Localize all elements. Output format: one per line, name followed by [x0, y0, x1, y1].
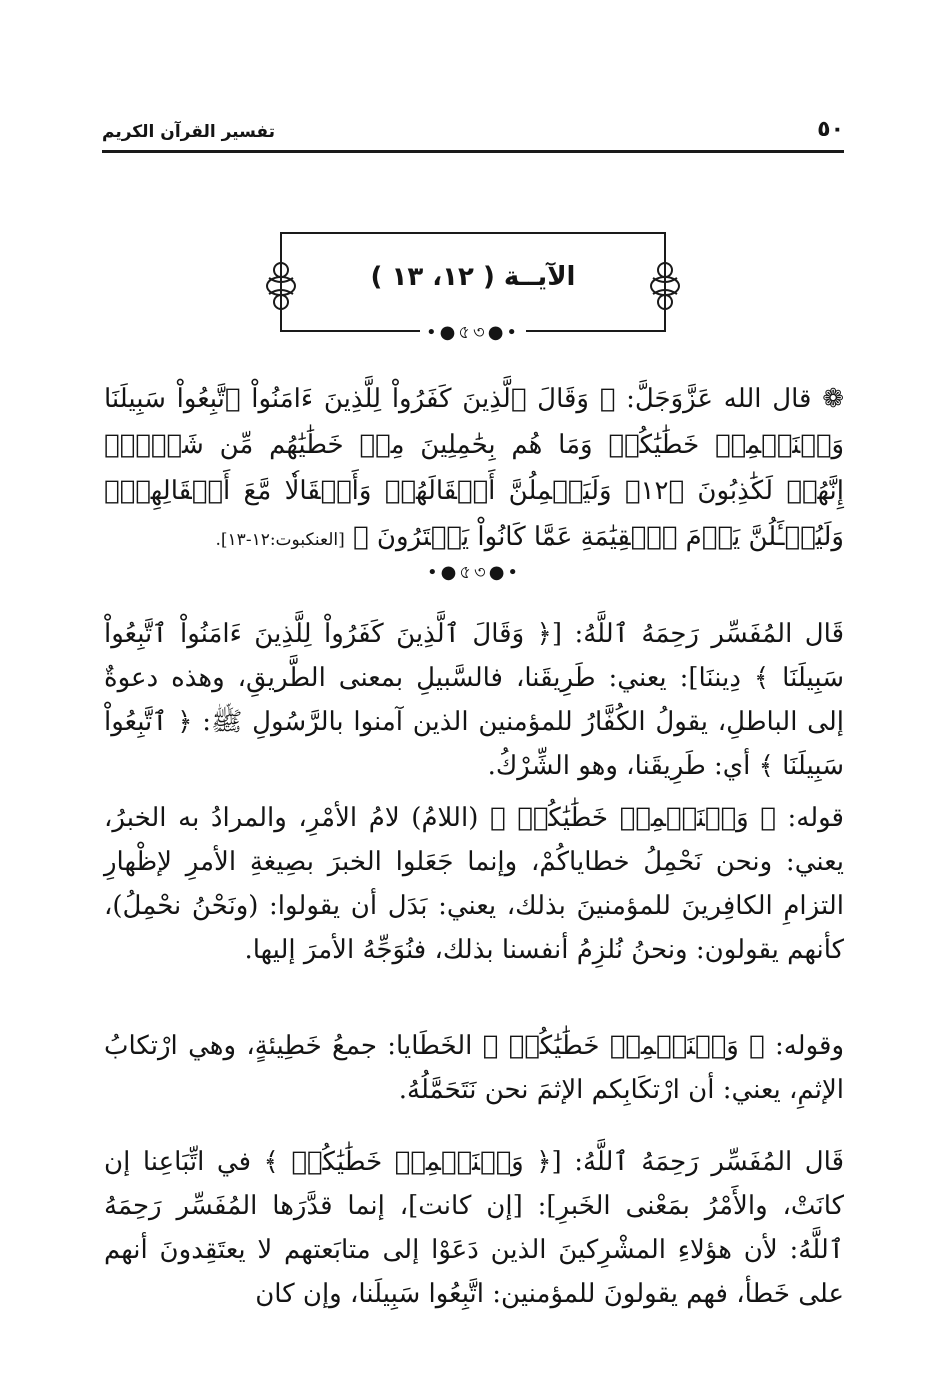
commentary-paragraph: قَال المُفَسِّر رَحِمَهُ ٱللَّهُ: [﴿ وَلۡنَحۡمِلۡ خَطَٰيَٰكُمۡ ﴾ في اتِّبَاعِنا إن كانَتْ، والأَمْرُ بمَعْنى الخَبرِ]: [إن كانت]، إنما قدَّرَها المُفَسِّر رَحِمَهُ ٱللَّهُ: لأن هؤلاءِ المشْرِكينَ الذين دَعَوْا إلى متابَعتهم لا يعتَقِدونَ أنهم على خَطأ، فهم يقولونَ للمؤمنين: اتَّبِعُوا سَبِيلَنا، وإن كان	[104, 1147, 844, 1309]
page-header	[102, 110, 844, 153]
section-divider: •●৫৩●•	[426, 562, 522, 583]
commentary-paragraph: قوله: ﴿ وَلۡنَحۡمِلۡ خَطَٰيَٰكُمۡ ﴾ (اللامُ) لامُ الأمْرِ، والمرادُ به الخبرُ، يعني: ونحن نَحْمِلُ خطاياكُمْ، وإنما جَعَلوا الخبرَ بصِيغةِ الأمرِ لإظْهارِ التزامِ الكافِرينَ للمؤمنينَ بذلك، يعني: بَدَل أن يقولوا: (ونَحْنُ نحْمِلُ)، كأنهم يقولون: ونحنُ نُلزِمُ أنفسنا بذلك، فنُوَجِّهُ الأمرَ إليها.	[104, 803, 844, 965]
commentary-paragraph: قَال المُفَسِّر رَحِمَهُ ٱللَّهُ: [﴿ وَقَالَ ٱلَّذِينَ كَفَرُواْ لِلَّذِينَ ءَامَنُواْ ٱتَّبِعُواْ سَبِيلَنَا ﴾ دِيننَا]: يعني: طَرِيقَنا، فالسَّبيلِ بمعنى الطَّريقِ، وهذه دعوةٌ إلى الباطلِ، يقولُ الكُفَّارُ للمؤمنين الذين آمنوا بالرَّسُولِ ﷺ: ﴿ ٱتَّبِعُواْ سَبِيلَنَا ﴾ أي: طَرِيقَنا، وهو الشِّرْكُ.	[104, 619, 844, 781]
verse-reference: [العنكبوت:١٢-١٣].	[215, 530, 345, 550]
verse-text: ❁ قال الله عَزَّوَجَلَّ: ﴿ وَقَالَ ٱلَّذِينَ كَفَرُواْ لِلَّذِينَ ءَامَنُواْ ٱتَّبِعُواْ سَبِيلَنَا وَلۡنَحۡمِلۡ خَطَٰيَٰكُمۡ وَمَا هُم بِحَٰمِلِينَ مِنۡ خَطَٰيَٰهُم مِّن شَيۡءٍۖ إِنَّهُمۡ لَكَٰذِبُونَ ﴿١٢﴾ وَلَيَحۡمِلُنَّ أَثۡقَالَهُمۡ وَأَثۡقَالٗا مَّعَ أَثۡقَالِهِمۡۖ وَلَيُسۡـَٔلُنَّ يَوۡمَ ٱلۡقِيَٰمَةِ عَمَّا كَانُواْ يَفۡتَرُونَ ﴾	[104, 384, 844, 552]
ornamental-divider: •●৫৩●•	[425, 322, 521, 343]
ayah-title: الآيــة ( ١٢، ١٣ )	[370, 262, 576, 292]
book-title: تفسير القرآن الكريم	[102, 122, 276, 142]
knot-ornament-icon	[264, 256, 298, 316]
knot-ornament-icon	[648, 256, 682, 316]
verse-paragraph	[104, 376, 844, 563]
commentary-paragraph: وقوله: ﴿ وَلۡنَحۡمِلۡ خَطَٰيَٰكُمۡ ﴾ الخَطَايا: جمعُ خَطِيئةٍ، وهي ارْتكابُ الإثمِ، يعني: أن ارْتكَابِكم الإثمَ نحن نَتَحَمَّلُهُ.	[104, 1031, 844, 1105]
ayah-title-frame	[250, 232, 696, 343]
page-number: ٥٠	[817, 117, 844, 142]
